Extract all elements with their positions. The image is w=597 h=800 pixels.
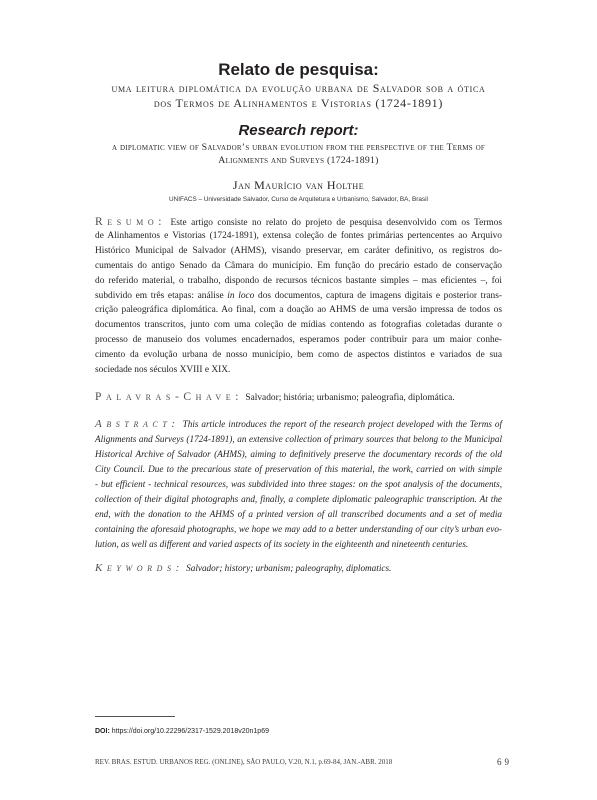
english-subtitle-line: Alignments and Surveys (1724-1891) [218, 154, 379, 166]
subtitle [0, 81, 597, 111]
subtitle-line: dos Termos de Alinhamentos e Vistorias (1724-1891) [153, 95, 444, 110]
abstract-line: City Council. Due to the precarious state of preservation of this material, the work, carried on with simple [95, 463, 502, 474]
page-title: Relato de pesquisa: [218, 60, 379, 79]
abstract-line: end, with the donation to the AHMS of a printed version of all transcribed documents and a set of media [95, 508, 502, 519]
keywords-label: Keywords: [95, 561, 184, 574]
resumo-line: de Alinhamentos e Vistorias (1724-1891), extensa coleção de fontes primárias pertencentes ao Arquivo [95, 231, 502, 242]
footnote-rule [95, 716, 175, 717]
keywords-section [95, 561, 502, 576]
abstract-label: Abstract: [95, 417, 180, 430]
abstract-line: Abstract: This article introduces the report of the research project developed with the Terms of [95, 417, 502, 430]
abstract-section [95, 417, 502, 552]
resumo-line: sociedade nos séculos XVIII e XIX. [95, 364, 231, 375]
resumo-line: subdivido em três etapas: análise in loco dos documentos, captura de imagens digitais e posterior trans- [95, 290, 502, 301]
resumo-line: processo de manuseio dos volumes encadernados, esperamos poder contribuir para um maior conhe- [95, 334, 502, 345]
subtitle-line: uma leitura diplomática da evolução urbana de Salvador sob a ótica [111, 80, 486, 95]
resumo-line: cimento da evolução urbana de nosso município, bem como de aspectos distintos e variados de sua [95, 349, 502, 360]
abstract-line: Alignments and Surveys (1724-1891), an extensive collection of primary sources that belong to the Municipal [95, 433, 502, 444]
english-title: Research report: [238, 122, 359, 139]
author-name: Jan Maurício van Holthe [232, 178, 365, 192]
resumo-line: cumentais do antigo Senado da Câmara do município. Em função do precário estado de conservação [95, 260, 502, 271]
abstract-line: containing the aforesaid photographs, we hope we may add to a better understanding of our city’s urban evo- [95, 523, 502, 534]
english-subtitle [0, 141, 597, 167]
palavras-chave-label: Palavras-Chave: [95, 390, 244, 403]
resumo-line: Histórico Municipal de Salvador (AHMS), visando preservar, em caráter definitivo, os registros do- [95, 246, 502, 257]
abstract-line: lution, as well as different and varied aspects of its society in the eighteenth and nineteenth centuries. [95, 538, 469, 549]
resumo-line: documentos transcritos, junto com uma coleção de mídias contendo as fotografias coletadas durante o [95, 320, 502, 331]
resumo-line: do referido material, o trabalho, dispondo de recursos técnicos bastante simples – mas eficientes –, foi [95, 275, 502, 286]
palavras-chave-section [95, 390, 502, 405]
palavras-chave-line: Palavras-Chave: Salvador; história; urbanismo; paleografia, diplomática. [95, 390, 455, 403]
page-number: 69 [497, 756, 512, 767]
footnote-doi [95, 727, 269, 736]
abstract-line: - but efficient - technical resources, was subdivided into three stages: on the spot analysis of the documents, [95, 478, 502, 489]
abstract-line: collection of their digital photographs and, finally, a complete diplomatic paleographic transcription. At the [95, 493, 502, 504]
resumo-line: crição paleográfica diplomática. Ao final, com a doação ao AHMS de uma versão impressa de todos os [95, 305, 502, 316]
doi-label: DOI: [95, 727, 110, 735]
italic-term: in loco [227, 290, 255, 301]
resumo-label: Resumo: [95, 215, 167, 228]
resumo-line: Resumo: Este artigo consiste no relato do projeto de pesquisa desenvolvido com os Termos [95, 215, 502, 228]
author-affiliation: UNIFACS – Universidade Salvador, Curso de Arquitetura e Urbanismo, Salvador, BA, Brasil [169, 195, 428, 203]
doi-link[interactable]: https://doi.org/10.22296/2317-1529.2018v20n1p69 [111, 727, 269, 735]
journal-citation: REV. BRAS. ESTUD. URBANOS REG. (ONLINE), SÃO PAULO, V.20, N.1, p.69-84, JAN.-ABR. 2018 [95, 757, 393, 766]
resumo-section [95, 215, 502, 378]
english-subtitle-line: a diplomatic view of Salvador’s urban evolution from the perspective of the Terms of [111, 141, 486, 153]
abstract-line: Historical Archive of Salvador (AHMS), aiming to definitively preserve the documentary records of the old [95, 448, 502, 459]
keywords-line: Keywords: Salvador; history; urbanism; paleography, diplomatics. [95, 561, 392, 574]
